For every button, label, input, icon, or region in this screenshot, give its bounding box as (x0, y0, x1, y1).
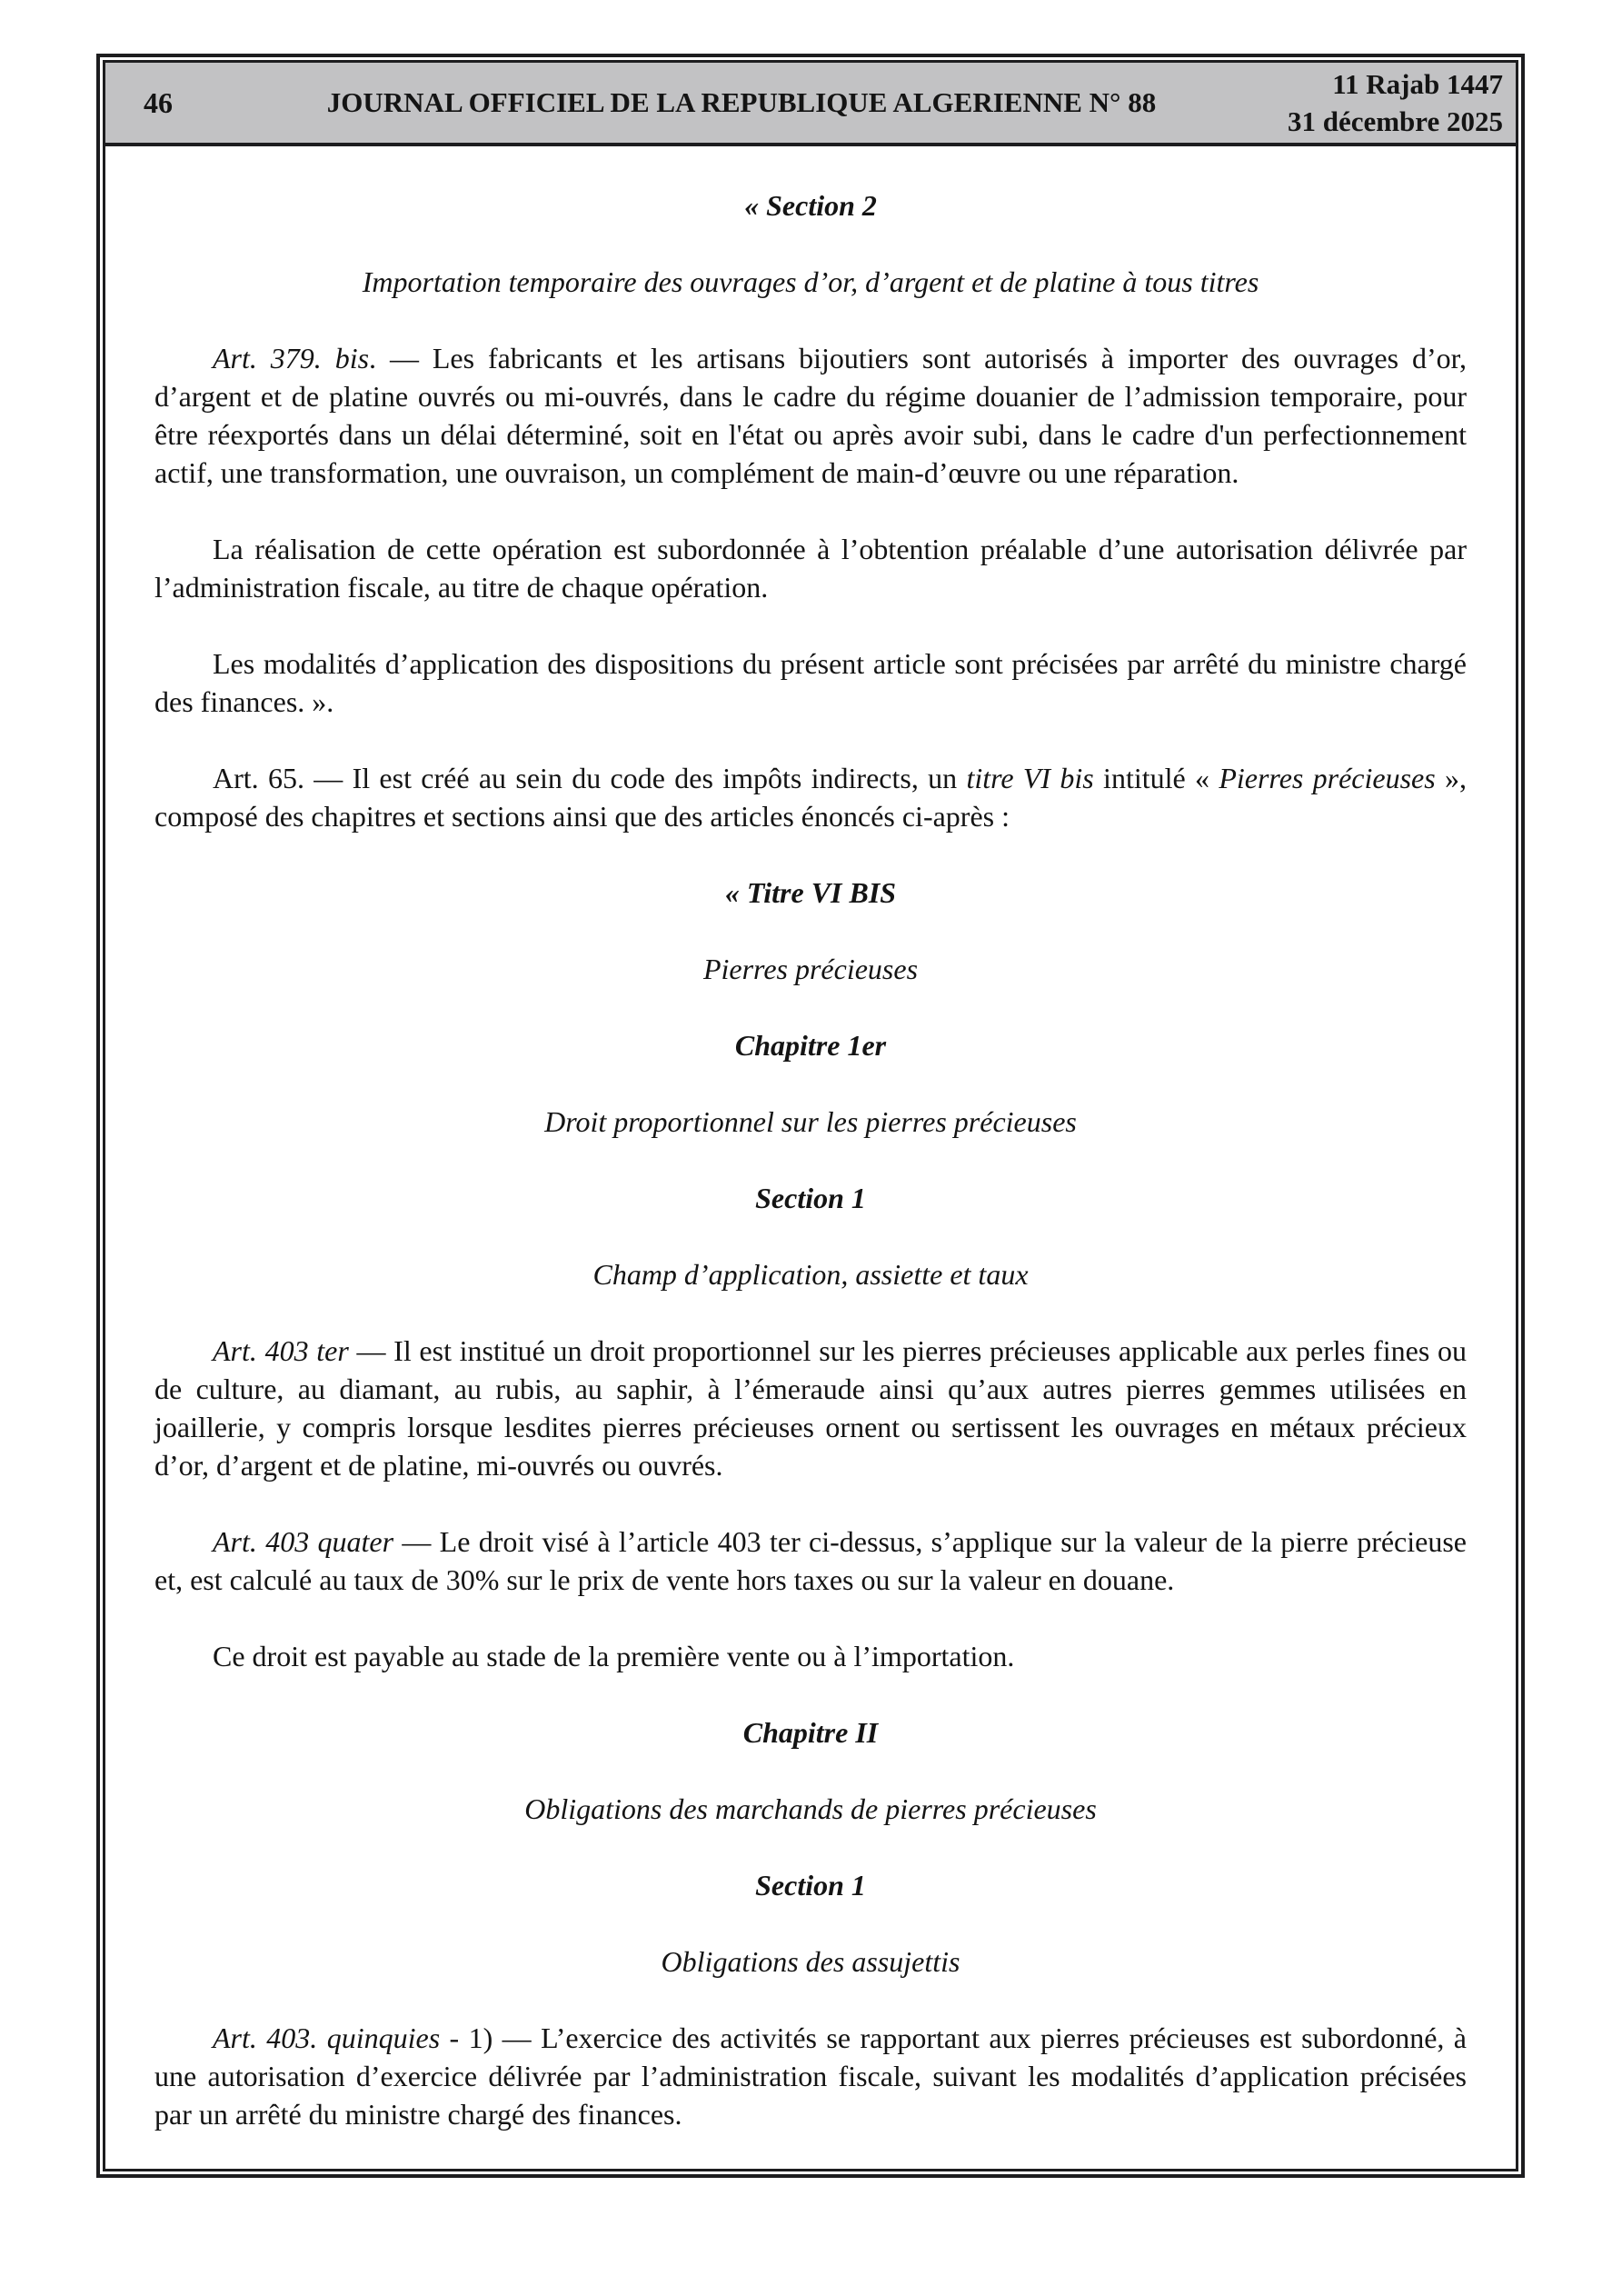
body-paragraph (154, 530, 1467, 606)
document-body (105, 146, 1516, 2171)
text-segment: La réalisation de cette opération est subordonnée à l’obtention préalable d’une autorisation délivrée par l’administration fiscale, au titre de chaque opération. (154, 533, 1467, 604)
date-hijri: 11 Rajab 1447 (1332, 68, 1503, 100)
text-segment: Art. 403 quater (213, 1525, 394, 1558)
text-segment: titre VI bis (966, 762, 1094, 794)
section-heading: Chapitre II (742, 1716, 879, 1749)
body-paragraph (154, 1637, 1467, 1675)
subsection-heading: Droit proportionnel sur les pierres précieuses (544, 1105, 1077, 1138)
section-heading: Section 1 (755, 1182, 866, 1214)
subsection-heading: Obligations des assujettis (661, 1945, 960, 1978)
body-paragraph (154, 339, 1467, 492)
text-segment: Art. 65. — Il est créé au sein du code des impôts indirects, un (213, 762, 967, 794)
body-paragraph (154, 1522, 1467, 1599)
subsection-heading: Pierres précieuses (702, 953, 919, 985)
journal-header-bar (105, 63, 1516, 146)
page-number: 46 (144, 85, 173, 119)
section-heading: « Section 2 (744, 189, 877, 222)
section-heading: Chapitre 1er (734, 1029, 887, 1062)
body-paragraph (154, 759, 1467, 835)
text-segment: Art. 379. bis (213, 342, 370, 374)
text-segment: Les modalités d’application des dispositions du présent article sont précisées par arrêté du ministre chargé des finances. ». (154, 647, 1467, 718)
text-segment: Pierres précieuses (1219, 762, 1436, 794)
text-segment: Art. 403. quinquies (213, 2021, 441, 2054)
text-segment: - 1) — L’exercice des activités se rapportant aux pierres précieuses est subordonné, à une autorisation d’exercice délivrée par l’administration fiscale, suivant les modalités d’application précisées par un arrêté du ministre chargé des finances. (154, 2021, 1467, 2131)
issue-dates (1258, 65, 1503, 140)
body-paragraph (154, 1332, 1467, 1484)
page-inner-border (103, 60, 1518, 2171)
subsection-heading: Champ d’application, assiette et taux (592, 1258, 1029, 1291)
text-segment: intitulé « (1093, 762, 1219, 794)
date-gregorian: 31 décembre 2025 (1287, 105, 1503, 137)
text-segment: Art. 403 ter (213, 1334, 349, 1367)
body-paragraph (154, 2019, 1467, 2133)
section-heading: « Titre VI BIS (724, 876, 897, 909)
text-segment: . — Les fabricants et les artisans bijoutiers sont autorisés à importer des ouvrages d’or, d’argent et de platine ouvrés ou mi-ouvrés, dans le cadre du régime douanier de l’admission temporaire, pour être réexportés dans un délai déterminé, soit en l'état ou après avoir subi, dans le cadre d'un perfectionnement actif, une transformation, une ouvraison, un complément de main-d’œuvre ou une réparation. (154, 342, 1468, 489)
subsection-heading: Importation temporaire des ouvrages d’or, d’argent et de platine à tous titres (362, 265, 1259, 298)
journal-title: JOURNAL OFFICIEL DE LA REPUBLIQUE ALGERIENNE N° 88 (326, 86, 1157, 118)
subsection-heading: Obligations des marchands de pierres précieuses (524, 1792, 1097, 1825)
text-segment: — Le droit visé à l’article 403 ter ci-dessus, s’applique sur la valeur de la pierre précieuse et, est calculé au taux de 30% sur le prix de vente hors taxes ou sur la valeur en douane. (154, 1525, 1468, 1596)
page-frame (96, 54, 1525, 2178)
text-segment: — Il est institué un droit proportionnel sur les pierres précieuses applicable aux perles fines ou de culture, au diamant, au rubis, au saphir, à l’émeraude ainsi qu’aux autres pierres gemmes utilisées en joaillerie, y compris lorsque lesdites pierres précieuses ornent ou sertissent les ouvrages en métaux précieux d’or, d’argent et de platine, mi-ouvrés ou ouvrés. (154, 1334, 1468, 1482)
text-segment: », composé des chapitres et sections ainsi que des articles énoncés ci-après : (154, 762, 1468, 833)
section-heading: Section 1 (755, 1869, 866, 1902)
text-segment: Ce droit est payable au stade de la première vente ou à l’importation. (213, 1640, 1015, 1672)
body-paragraph (154, 644, 1467, 721)
